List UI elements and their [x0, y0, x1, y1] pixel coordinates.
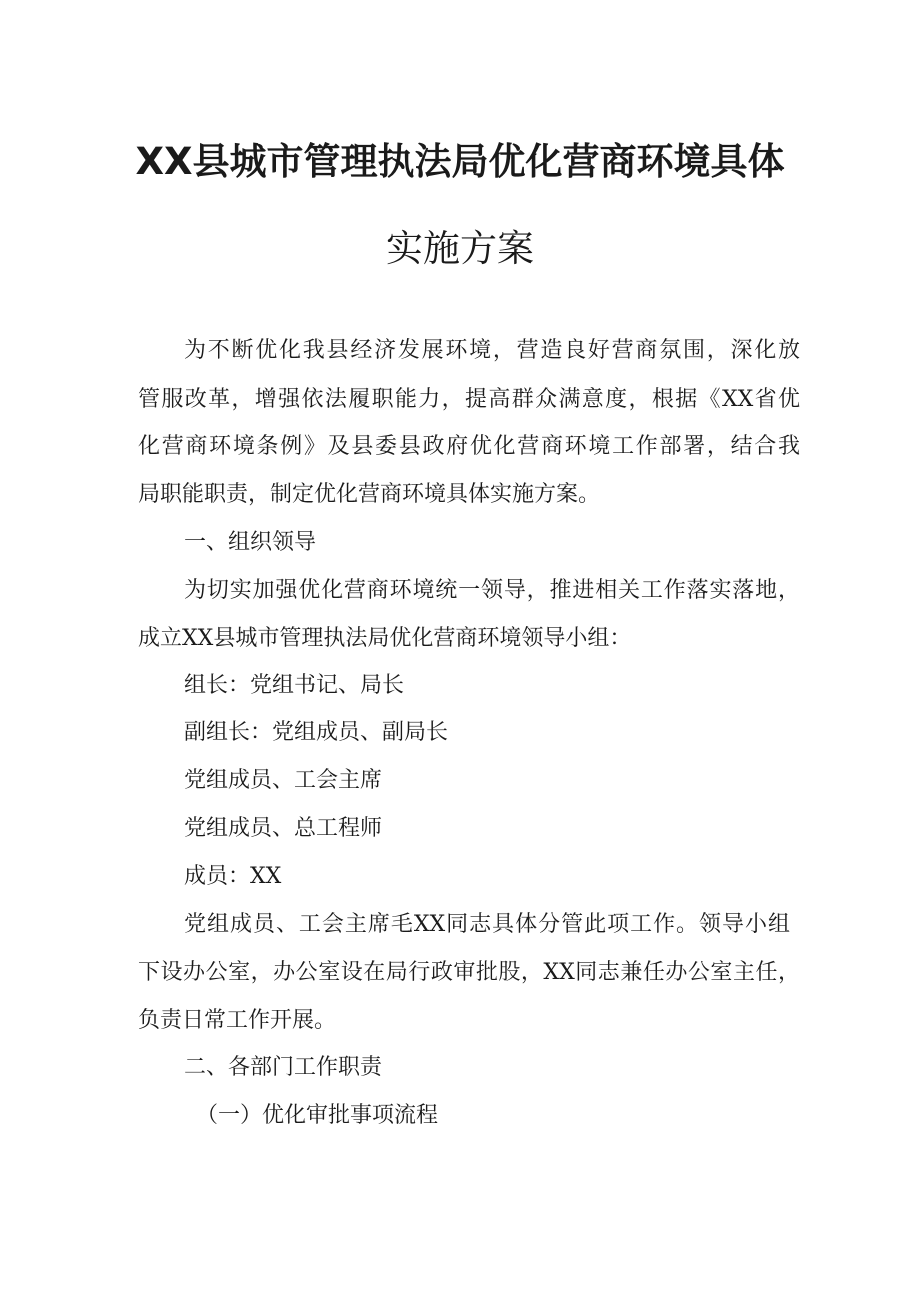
member-chief-engineer: 党组成员、总工程师 — [184, 816, 383, 841]
section-1-heading: 一、组织领导 — [184, 530, 317, 555]
intro-line-1: 为不断优化我县经济发展环境，营造良好营商氛围，深化放 — [184, 338, 800, 363]
section-1-para-line-1: 为切实加强优化营商环境统一领导，推进相关工作落实落地， — [184, 578, 800, 603]
subsection-1-heading: （一）优化审批事项流程 — [196, 1103, 439, 1128]
document-title-line-1: XX县城市管理执法局优化营商环境具体 — [135, 140, 785, 183]
intro-line-3: 化营商环境条例》及县委县政府优化营商环境工作部署，结合我 — [138, 434, 800, 459]
intro-line-2: 管服改革，增强依法履职能力，提高群众满意度，根据《XX省优 — [138, 387, 800, 412]
member-leader: 组长：党组书记、局长 — [184, 673, 405, 698]
intro-line-4: 局职能职责，制定优化营商环境具体实施方案。 — [138, 482, 601, 507]
section-2-heading: 二、各部门工作职责 — [184, 1055, 383, 1080]
document-title-line-2: 实施方案 — [386, 227, 534, 270]
office-para-line-3: 负责日常工作开展。 — [138, 1008, 337, 1033]
member-others: 成员：XX — [184, 864, 282, 889]
office-para-line-1: 党组成员、工会主席毛XX同志具体分管此项工作。领导小组 — [184, 912, 790, 937]
office-para-line-2: 下设办公室，办公室设在局行政审批股，XX同志兼任办公室主任， — [138, 960, 800, 985]
member-union-chair: 党组成员、工会主席 — [184, 768, 383, 793]
member-deputy-leader: 副组长：党组成员、副局长 — [184, 720, 449, 745]
section-1-para-line-2: 成立XX县城市管理执法局优化营商环境领导小组： — [138, 626, 632, 651]
